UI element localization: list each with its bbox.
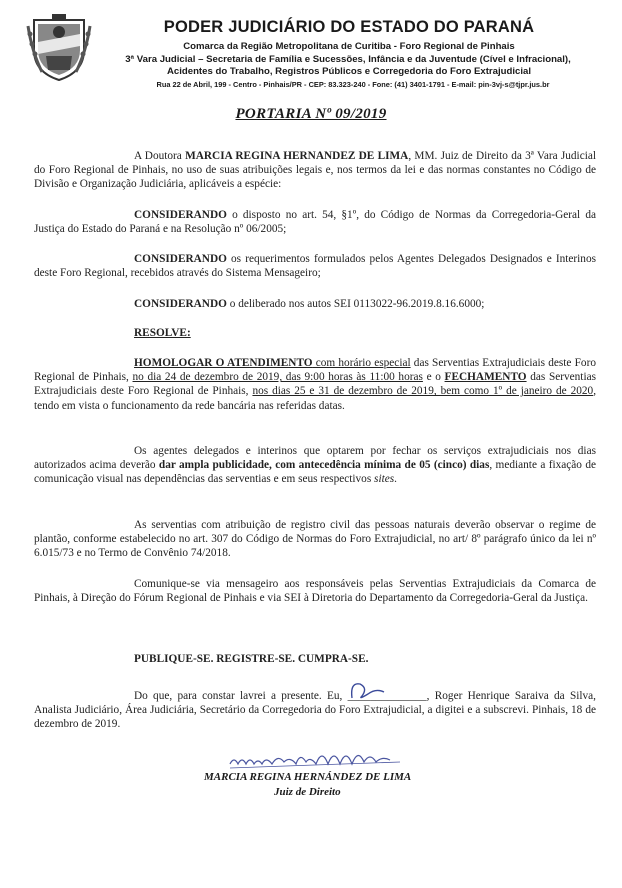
considerando-3: CONSIDERANDO o deliberado nos autos SEI 0113022-96.2019.8.16.6000; [134,298,485,310]
publique-line: PUBLIQUE-SE. REGISTRE-SE. CUMPRA-SE. [134,653,369,665]
considerando-1: CONSIDERANDO o disposto no art. 54, §1º, do Código de Normas da Corregedoria-Geral da Justiça do Estado do Paraná e na Resolução nº 06/2005; [34,209,596,236]
judge-name-inline: MARCIA REGINA HERNANDEZ DE LIMA [185,150,409,162]
document-title: PORTARIA Nº 09/2019 [235,106,387,122]
judge-signature-role: Juiz de Direito [274,786,341,798]
judge-signature-name: MARCIA REGINA HERNÁNDEZ DE LIMA [204,771,412,783]
header-line-1: Comarca da Região Metropolitana de Curitiba - Foro Regional de Pinhais [183,41,515,52]
resolve-heading: RESOLVE: [134,327,191,339]
signature-blank: ______________ [347,690,427,702]
considerando-2: CONSIDERANDO os requerimentos formulados pelos Agentes Delegados Designados e Interinos deste Foro Regional, recebidos através do Sistema Mensageiro; [34,253,596,280]
intro-paragraph: A Doutora MARCIA REGINA HERNANDEZ DE LIMA, MM. Juiz de Direito da 3ª Vara Judicial do Foro Regional de Pinhais, no uso de suas atribuições legais e, nos termos da lei e das normas constantes no Código de Divisão e Organização Judiciária, aplicáveis a espécie: [34,150,597,191]
closing-paragraph: Do que, para constar lavrei a presente. Eu, ______________, Roger Henrique Saraiva da Silva, Analista Judiciário, Área Judiciária, Secretário da Corregedoria do Foro Extrajudicial, a digitei e a subscrevi. Pinhais, 18 de dezembro de 2019. [34,690,596,731]
homologar-paragraph: HOMOLOGAR O ATENDIMENTO com horário especial das Serventias Extrajudiciais deste Foro Regional de Pinhais, no dia 24 de dezembro de 2019, das 9:00 horas às 11:00 horas e o FECHAMENTO das Serventias Extrajudiciais deste Foro Regional de Pinhais, nos dias 25 e 31 de dezembro de 2019, bem como 1º de janeiro de 2020, tendo em vista o funcionamento da rede bancária nas referidas datas. [34,357,597,412]
clerk-signature-mark [338,678,398,704]
coat-of-arms-logo [26,12,92,82]
court-title: PODER JUDICIÁRIO DO ESTADO DO PARANÁ [163,18,535,36]
comunique-paragraph: Comunique-se via mensageiro aos responsáveis pelas Serventias Extrajudiciais da Comarca de Pinhais, à Direção do Fórum Regional de Pinhais e via SEI à Diretoria do Departamento da Corregedoria-Geral da Justiça. [34,578,596,605]
header-address: Rua 22 de Abril, 199 - Centro - Pinhais/PR - CEP: 83.323-240 - Fone: (41) 3401-1791 - E-mail: pin-3vj-s@tjpr.jus.br [156,80,550,89]
header-line-3: Acidentes do Trabalho, Registros Públicos e Corregedoria do Foro Extrajudicial [166,66,532,77]
header-line-2: 3ª Vara Judicial – Secretaria de Família e Sucessões, Infância e da Juventude (Cível e Infracional), [125,54,571,65]
agentes-paragraph: Os agentes delegados e interinos que optarem por fechar os serviços extrajudiciais nos dias autorizados acima deverão dar ampla publicidade, com antecedência mínima de 05 (cinco) dias, mediante a fixação de comunicação visual nas dependências das serventias e em seus respectivos sites. [34,445,596,486]
serventias-paragraph: As serventias com atribuição de registro civil das pessoas naturais deverão observar o regime de plantão, conforme estabelecido no art. 307 do Código de Normas do Foro Extrajudicial, no art/ 8º parágrafo único da lei nº 6.015/73 e no Termo de Convênio 74/2018. [34,519,596,560]
